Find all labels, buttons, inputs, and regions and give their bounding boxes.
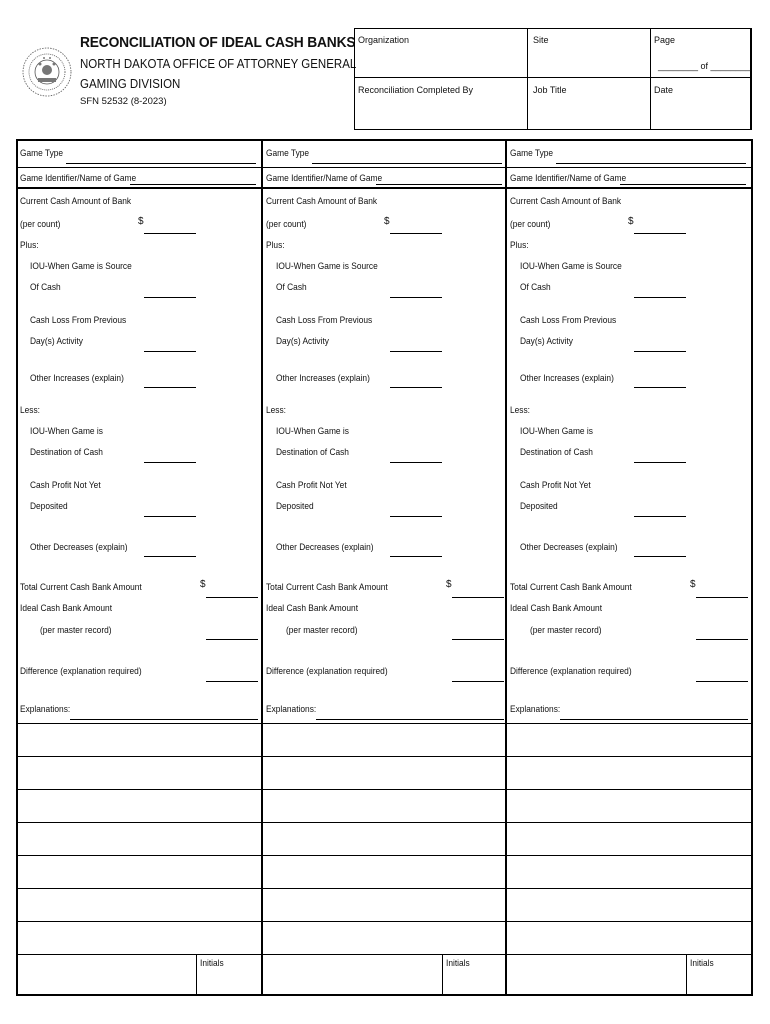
explanations-label: Explanations: [20,704,71,715]
per-count-label: (per count) [510,219,551,230]
cash-loss-label-2: Day(s) Activity [520,336,573,347]
cash-profit-label: Cash Profit Not Yet [276,480,347,491]
current-cash-label: Current Cash Amount of Bank [20,196,132,207]
difference-input[interactable] [696,681,748,682]
iou-source-label-2: Of Cash [30,282,61,293]
game-identifier-input[interactable] [376,184,502,185]
difference-input[interactable] [206,681,258,682]
dollar-sign: $ [384,216,390,227]
less-label: Less: [20,405,40,416]
current-cash-label: Current Cash Amount of Bank [510,196,622,207]
game-identifier-input[interactable] [130,184,256,185]
game-type-input[interactable] [556,163,746,164]
other-increases-input[interactable] [634,387,686,388]
game-type-label: Game Type [20,148,64,159]
total-current-input[interactable] [452,597,504,598]
game-column-3 [506,139,751,996]
iou-source-input[interactable] [144,297,196,298]
total-current-label: Total Current Cash Bank Amount [510,582,632,593]
other-decreases-label: Other Decreases (explain) [276,542,374,553]
less-label: Less: [510,405,530,416]
per-master-label: (per master record) [286,625,358,636]
iou-dest-label-2: Destination of Cash [30,447,103,458]
state-seal-logo [20,30,74,114]
current-cash-input[interactable] [390,233,442,234]
ideal-cash-input[interactable] [206,639,258,640]
iou-source-label-2: Of Cash [520,282,551,293]
iou-dest-input[interactable] [634,462,686,463]
total-current-label: Total Current Cash Bank Amount [266,582,388,593]
current-cash-label: Current Cash Amount of Bank [266,196,378,207]
iou-source-label: IOU-When Game is Source [276,261,378,272]
iou-dest-label: IOU-When Game is [30,426,103,437]
iou-source-label: IOU-When Game is Source [30,261,132,272]
plus-label: Plus: [20,240,39,251]
current-cash-input[interactable] [144,233,196,234]
current-cash-input[interactable] [634,233,686,234]
dollar-sign: $ [200,579,206,590]
cash-profit-label-2: Deposited [520,501,558,512]
cash-loss-label-2: Day(s) Activity [276,336,329,347]
initials-divider [442,954,443,994]
iou-dest-label-2: Destination of Cash [276,447,349,458]
date-field[interactable]: Date [654,85,674,95]
dollar-sign: $ [690,579,696,590]
total-current-label: Total Current Cash Bank Amount [20,582,142,593]
less-label: Less: [266,405,286,416]
plus-label: Plus: [266,240,285,251]
per-count-label: (per count) [20,219,61,230]
iou-source-label-2: Of Cash [276,282,307,293]
iou-dest-input[interactable] [144,462,196,463]
cash-loss-label-2: Day(s) Activity [30,336,83,347]
other-increases-label: Other Increases (explain) [520,373,614,384]
other-increases-label: Other Increases (explain) [30,373,124,384]
cash-profit-input[interactable] [634,516,686,517]
game-type-label: Game Type [266,148,310,159]
initials-divider [686,954,687,994]
initials-label[interactable]: Initials [446,958,470,969]
game-identifier-label: Game Identifier/Name of Game [20,173,137,184]
cash-profit-label: Cash Profit Not Yet [520,480,591,491]
game-type-label: Game Type [510,148,554,159]
difference-label: Difference (explanation required) [20,666,142,677]
game-identifier-input[interactable] [620,184,746,185]
ideal-cash-label: Ideal Cash Bank Amount [510,603,603,614]
dollar-sign: $ [446,579,452,590]
cash-loss-input[interactable] [390,351,442,352]
other-increases-label: Other Increases (explain) [276,373,370,384]
iou-source-label: IOU-When Game is Source [520,261,622,272]
form-number: SFN 52532 (8-2023) [80,96,167,107]
page-field[interactable]: Page [654,35,676,45]
game-type-input[interactable] [312,163,502,164]
page-of-field[interactable]: ________ of ________ [658,61,751,71]
explanations-input[interactable] [560,719,748,720]
iou-dest-label: IOU-When Game is [276,426,349,437]
cash-loss-input[interactable] [634,351,686,352]
cash-profit-label-2: Deposited [276,501,314,512]
per-master-label: (per master record) [40,625,112,636]
total-current-input[interactable] [696,597,748,598]
cash-profit-input[interactable] [390,516,442,517]
ideal-cash-input[interactable] [452,639,504,640]
iou-source-input[interactable] [634,297,686,298]
game-type-input[interactable] [66,163,256,164]
division-name: GAMING DIVISION [80,77,181,91]
iou-dest-label-2: Destination of Cash [520,447,593,458]
difference-input[interactable] [452,681,504,682]
initials-label[interactable]: Initials [690,958,714,969]
explanations-input[interactable] [70,719,258,720]
ideal-cash-label: Ideal Cash Bank Amount [266,603,359,614]
other-increases-input[interactable] [144,387,196,388]
site-field[interactable]: Site [533,35,549,45]
initials-label[interactable]: Initials [200,958,224,969]
cash-profit-label-2: Deposited [30,501,68,512]
cash-loss-label: Cash Loss From Previous [30,315,127,326]
dollar-sign: $ [138,216,144,227]
explanations-label: Explanations: [266,704,317,715]
cash-loss-input[interactable] [144,351,196,352]
ideal-cash-label: Ideal Cash Bank Amount [20,603,113,614]
other-decreases-input[interactable] [634,556,686,557]
job-title-field[interactable]: Job Title [533,85,567,95]
ideal-cash-input[interactable] [696,639,748,640]
form-title: RECONCILIATION OF IDEAL CASH BANKS [80,34,356,51]
difference-label: Difference (explanation required) [266,666,388,677]
other-increases-input[interactable] [390,387,442,388]
other-decreases-label: Other Decreases (explain) [30,542,128,553]
cash-loss-label: Cash Loss From Previous [276,315,373,326]
cash-profit-label: Cash Profit Not Yet [30,480,101,491]
header-info-box [354,28,752,130]
game-column-1 [16,139,261,996]
agency-name: NORTH DAKOTA OFFICE OF ATTORNEY GENERAL [80,57,357,71]
iou-dest-label: IOU-When Game is [520,426,593,437]
other-decreases-input[interactable] [390,556,442,557]
per-master-label: (per master record) [530,625,602,636]
difference-label: Difference (explanation required) [510,666,632,677]
game-identifier-label: Game Identifier/Name of Game [266,173,383,184]
initials-divider [196,954,197,994]
iou-dest-input[interactable] [390,462,442,463]
other-decreases-input[interactable] [144,556,196,557]
explanations-input[interactable] [316,719,504,720]
iou-source-input[interactable] [390,297,442,298]
cash-profit-input[interactable] [144,516,196,517]
per-count-label: (per count) [266,219,307,230]
other-decreases-label: Other Decreases (explain) [520,542,618,553]
total-current-input[interactable] [206,597,258,598]
dollar-sign: $ [628,216,634,227]
plus-label: Plus: [510,240,529,251]
completed-by-field[interactable]: Reconciliation Completed By [358,85,474,95]
game-column-2 [262,139,505,996]
cash-loss-label: Cash Loss From Previous [520,315,617,326]
game-identifier-label: Game Identifier/Name of Game [510,173,627,184]
organization-field[interactable]: Organization [358,35,410,45]
explanations-label: Explanations: [510,704,561,715]
